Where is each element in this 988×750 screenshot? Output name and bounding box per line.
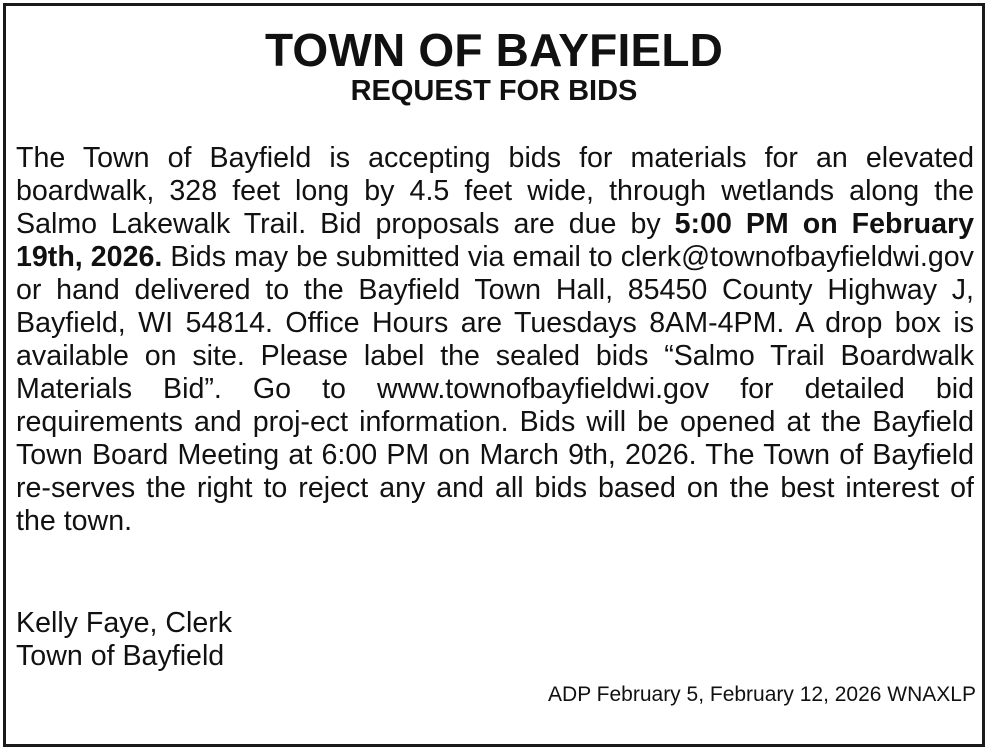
notice-title: TOWN OF BAYFIELD	[264, 24, 724, 76]
signer-organization: Town of Bayfield	[16, 640, 225, 672]
notice-body	[16, 142, 974, 538]
publication-line: ADP February 5, February 12, 2026 WNAXLP	[548, 683, 976, 706]
body-intro: The Town of Bayfield is accepting bids for materials for an elevated boardwalk, 328 feet long by 4.5 feet wide, through wetlands along the Salmo Lakewalk Trail. Bid proposals are due by	[16, 142, 974, 240]
signer-name: Kelly Faye, Clerk	[16, 607, 233, 639]
notice-subtitle: REQUEST FOR BIDS	[350, 75, 638, 107]
legal-notice	[3, 3, 985, 747]
signature-block	[16, 607, 232, 673]
bid-deadline: 5:00 PM on February 19th, 2026.	[16, 208, 975, 273]
body-details: Bids may be submitted via email to clerk@townofbayfieldwi.gov or hand delivered to the Bayfield Town Hall, 85450 County Highway J, Bayfield, WI 54814. Office Hours are Tuesdays 8AM-4PM. A drop box is available on site. Please label the sealed bids “Salmo Trail Boardwalk Materials Bid”. Go to www.townofbayfieldwi.gov for detailed bid requirements and proj-ect information. Bids will be opened at the Bayfield Town Board Meeting at 6:00 PM on March 9th, 2026. The Town of Bayfield re-serves the right to reject any and all bids based on the best interest of the town.	[16, 241, 974, 537]
